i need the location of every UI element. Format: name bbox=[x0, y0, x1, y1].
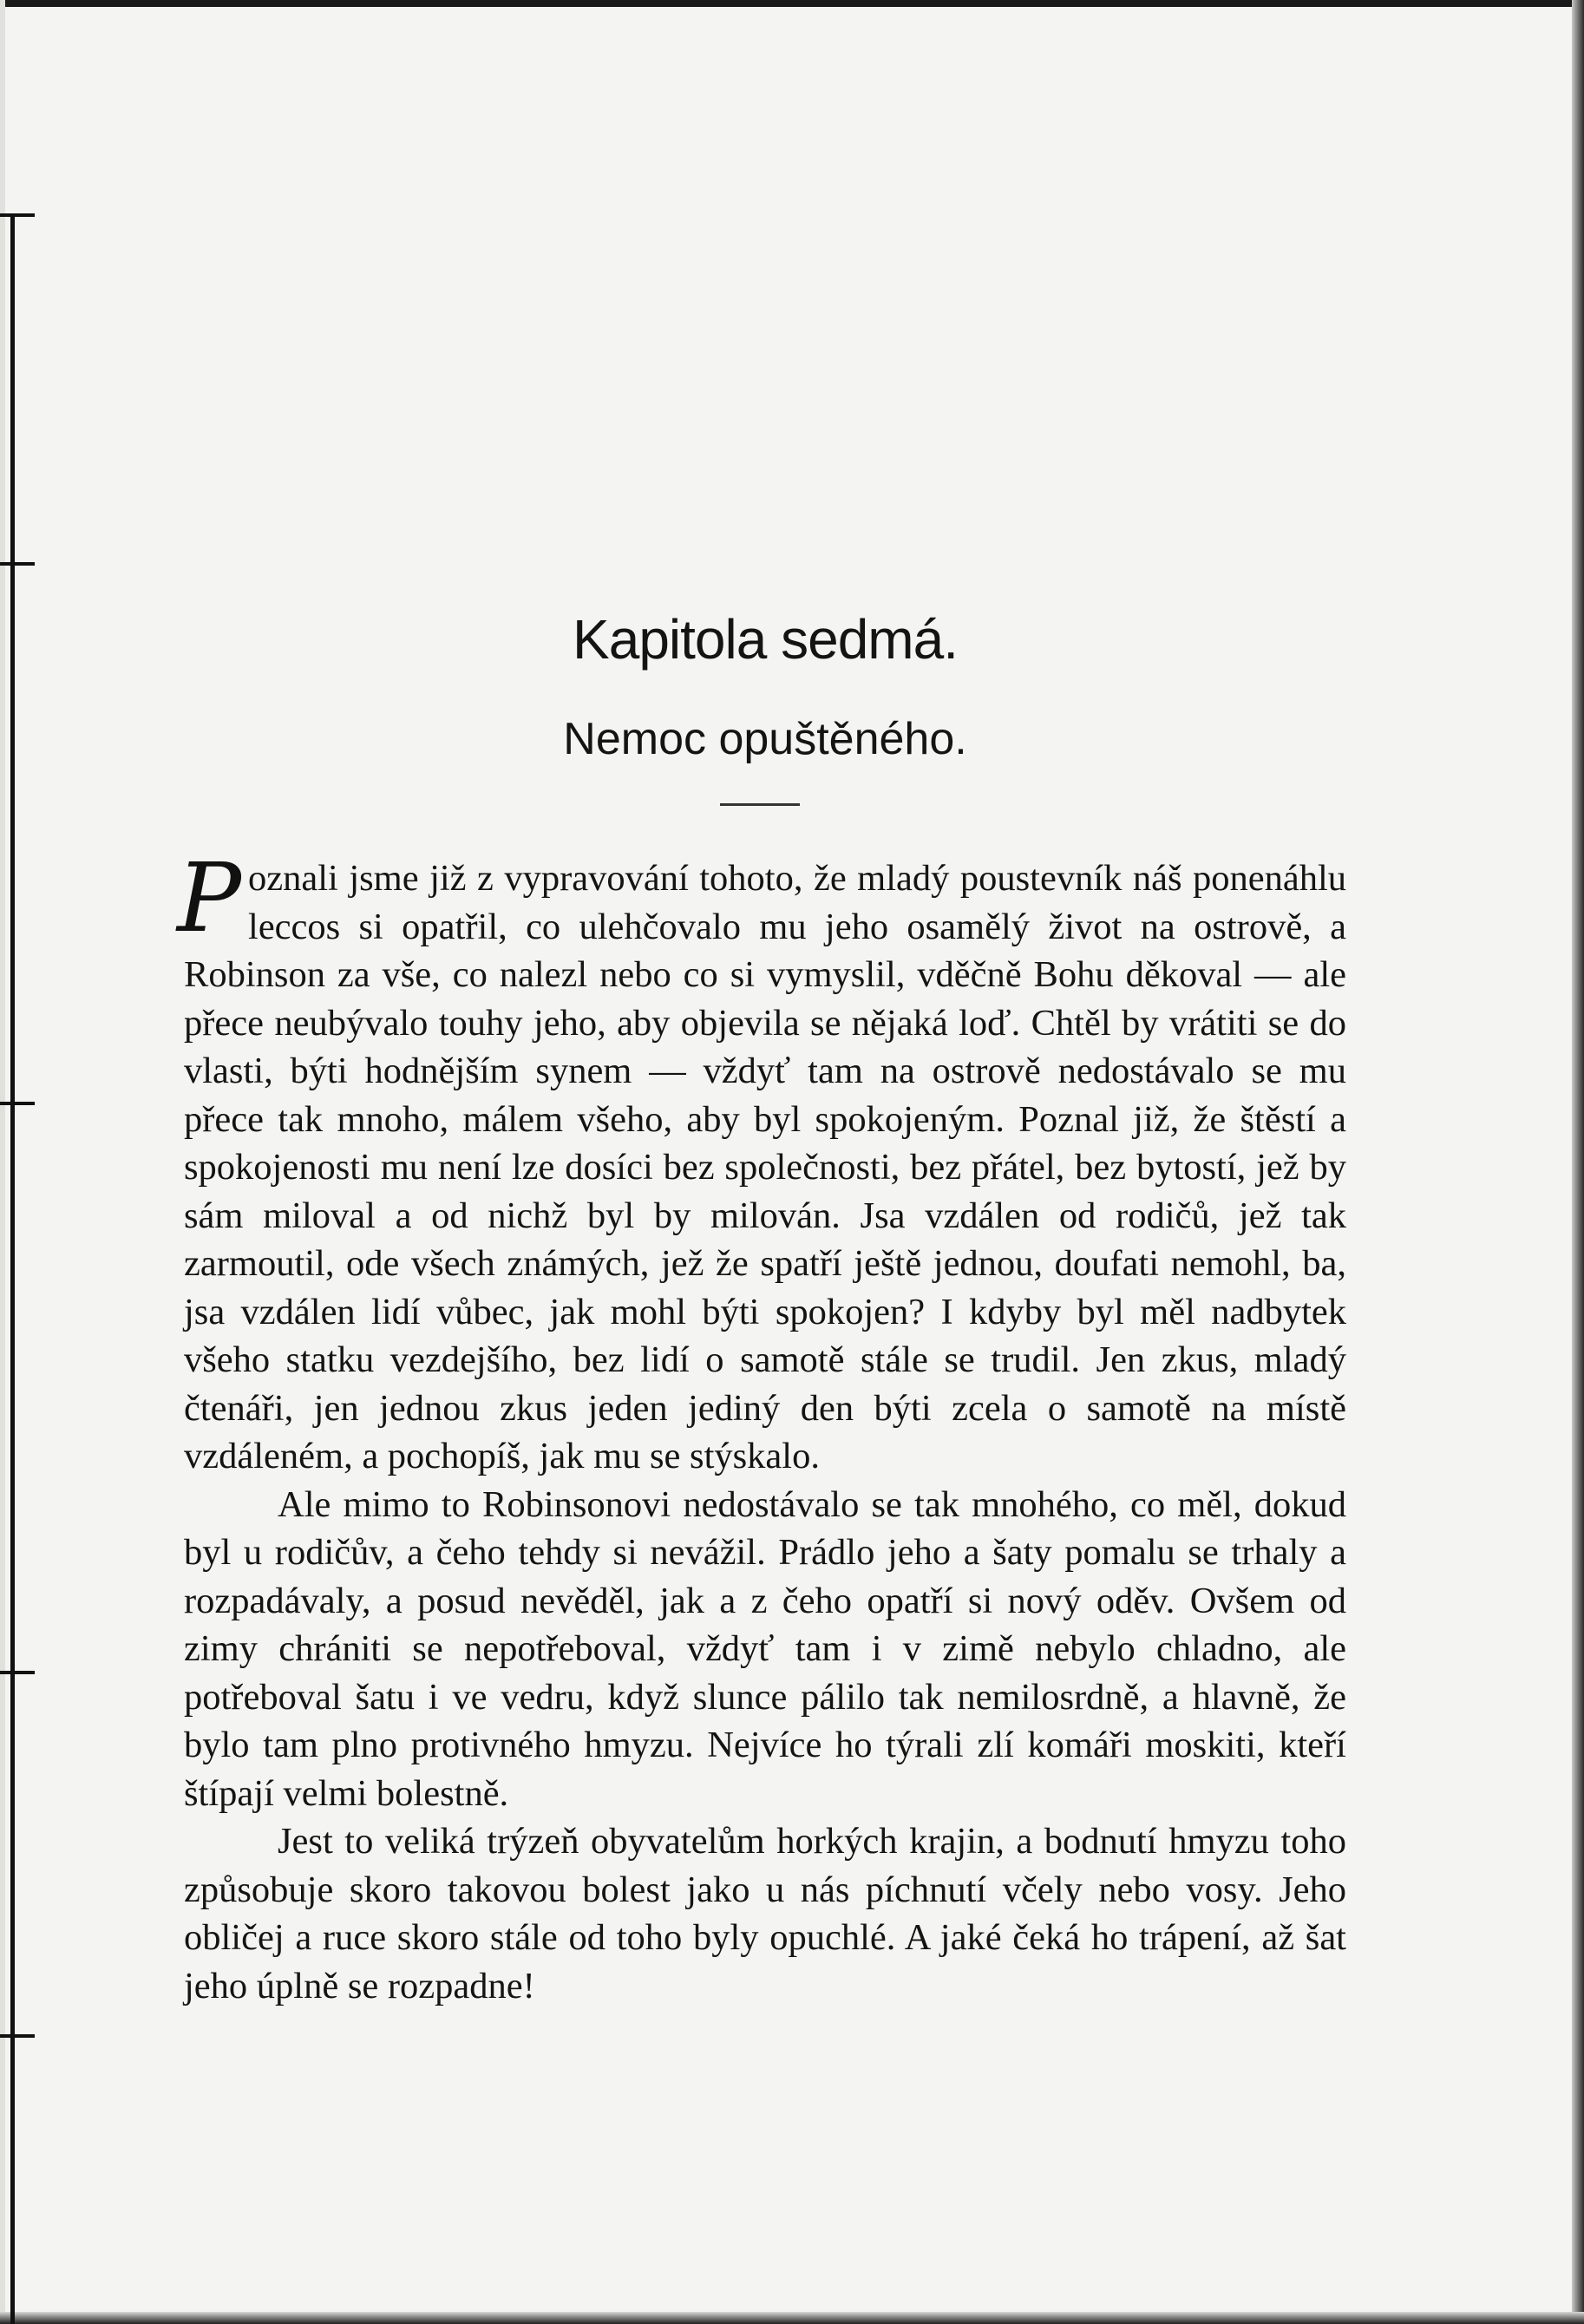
paragraph-2: Ale mimo to Robinsonovi nedostávalo se tak mnohého, co měl, dokud byl u rodičův, a čeho tehdy si nevážil. Prádlo jeho a šaty pomalu se trhaly a rozpadávaly, a posud nevěděl, jak a z čeho opatří si nový oděv. Ovšem od zimy chrániti se nepotřeboval, vždyť tam i v zimě nebylo chladno, ale potřeboval šatu i ve vedru, když slunce pálilo tak nemilosrdně, a hlavně, že bylo tam plno protivného hmyzu. Nejvíce ho týrali zlí komáři moskiti, kteří štípají velmi bolestně. bbox=[184, 1483, 1346, 1814]
binding-tick bbox=[0, 1102, 35, 1105]
title-divider bbox=[720, 803, 800, 806]
book-page bbox=[177, 0, 1346, 2324]
binding-tick bbox=[0, 1671, 35, 1674]
binding-tick bbox=[0, 2034, 35, 2038]
scan-edge-left bbox=[0, 0, 5, 2324]
chapter-subtitle: Nemoc opuštěného. bbox=[563, 714, 967, 764]
drop-cap: P bbox=[177, 842, 242, 953]
binding-tick bbox=[0, 213, 35, 217]
binding-line bbox=[10, 217, 15, 2324]
paragraph-1 bbox=[177, 842, 1346, 1481]
chapter-title: Kapitola sedmá. bbox=[573, 608, 958, 671]
scan-edge-right bbox=[1572, 0, 1584, 2324]
chapter-body bbox=[177, 842, 1346, 2010]
binding-tick bbox=[0, 562, 35, 566]
paragraph-text: oznali jsme již z vypravování tohoto, že mladý poustevník náš ponenáhlu leccos si opatřil, co ulehčovalo mu jeho osamělý život na ostrově, a Robinson za vše, co nalezl nebo co si vymyslil, vděčně Bohu děkoval — ale přece neubývalo touhy jeho, aby objevila se nějaká loď. Chtěl by vrátiti se do vlasti, býti hodnějším synem — vždyť tam na ostrově nedostávalo se mu přece tak mnoho, málem všeho, aby byl spokojeným. Poznal již, že štěstí a spokojenosti mu není lze dosíci bez společnosti, bez přátel, bez bytostí, jež by sám miloval a od nichž byl by milován. Jsa vzdálen od rodičů, jež tak zarmoutil, ode všech známých, jež že spatří ještě jednou, doufati nemohl, ba, jsa vzdálen lidí vůbec, jak mohl býti spokojen? I kdyby byl měl nadbytek všeho statku vezdejšího, bez lidí o samotě stále se trudil. Jen zkus, mladý čtenáři, jen jednou zkus jeden jediný den býti zcela o samotě na místě vzdáleném, a pochopíš, jak mu se stýskalo. bbox=[184, 858, 1346, 1476]
paragraph-3: Jest to veliká trýzeň obyvatelům horkých krajin, a bodnutí hmyzu toho způsobuje skoro takovou bolest jako u nás píchnutí včely nebo vosy. Jeho obličej a ruce skoro stále od toho byly opuchlé. A jaké čeká ho trápení, až šat jeho úplně se rozpadne! bbox=[184, 1821, 1346, 2006]
